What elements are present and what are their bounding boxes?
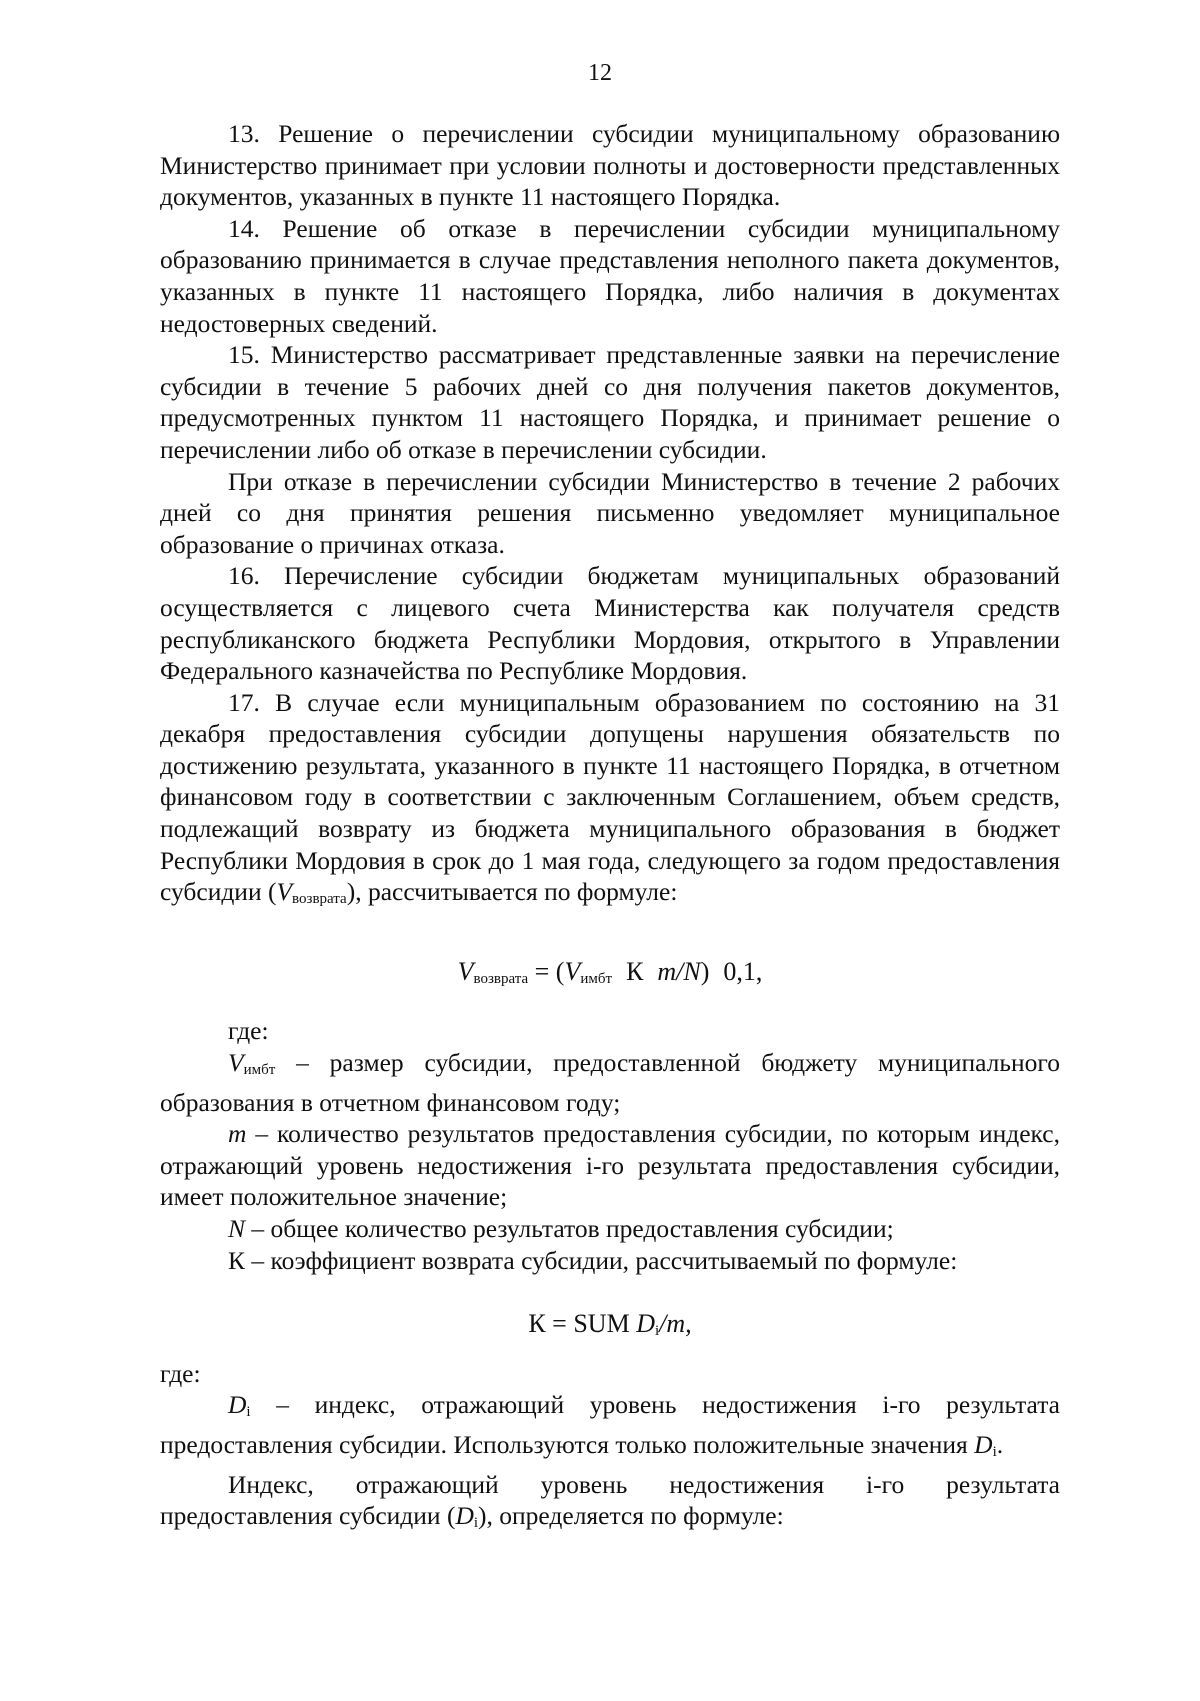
paragraph-13: 13. Решение о перечислении субсидии муниципальному образованию Министерство принимает при условии полноты и достоверности представленных документов, указанных в пункте 11 настоящего Порядка.: [160, 119, 1060, 212]
definition-d: $D_i$ – индекс, отражающий уровень недостижения i-го результата предоставления субсидии. Используются только положительные значения $D_i$.: [160, 1390, 1060, 1460]
definition-v-imbt: $V_{имбт}$ – размер субсидии, предоставленной бюджету муниципального образования в отчетном финансовом году;: [160, 1048, 1060, 1117]
paragraph-14: 14. Решение об отказе в перечислении субсидии муниципальному образованию принимается в случае представления неполного пакета документов, указанных в пункте 11 настоящего Порядка, либо наличия в документах недостоверных сведений.: [160, 213, 1060, 338]
definition-m: m – количество результатов предоставления субсидии, по которым индекс, отражающий уровень недостижения i-го результата предоставления субсидии, имеет положительное значение;: [160, 1119, 1060, 1212]
paragraph-17: 17. В случае если муниципальным образованием по состоянию на 31 декабря предоставления субсидии допущены нарушения обязательств по достижению результата, указанного в пункте 11 настоящего Порядка, в отчетном финансовом году в соответствии с заключенным Соглашением, объем средств, подлежащий возврату из бюджета муниципального образования в бюджет Республики Мордовия в срок до 1 мая года, следующего за годом предоставления субсидии $(V_{возврата})$, рассчитывается по формуле:: [160, 687, 1060, 908]
formula-coefficient-k: К = SUM $D_i/m$,: [528, 1309, 692, 1340]
paragraph-index-definition: Индекс, отражающий уровень недостижения i-го результата предоставления субсидии $(D_i)$, определяется по формуле:: [160, 1469, 1060, 1532]
document-body: [160, 118, 1060, 1540]
where-label-2: где:: [160, 1358, 201, 1388]
paragraph-16: 16. Перечисление субсидии бюджетам муниципальных образований осуществляется с лицевого счета Министерства как получателя средств республиканского бюджета Республики Мордовия, открытого в Управлении Федерального казначейства по Республике Мордовия.: [160, 561, 1060, 686]
paragraph-15-refusal: При отказе в перечислении субсидии Министерство в течение 2 рабочих дней со дня принятия решения письменно уведомляет муниципальное образование о причинах отказа.: [160, 466, 1060, 559]
definition-n: N – общее количество результатов предоставления субсидии;: [228, 1214, 894, 1243]
page-number: 12: [588, 60, 612, 86]
formula-return-volume: $V_{возврата} = (V_{имбт}$ К m/N) 0,1,: [457, 956, 763, 987]
where-label-1: где:: [228, 1016, 269, 1046]
paragraph-15: 15. Министерство рассматривает представленные заявки на перечисление субсидии в течение 5 рабочих дней со дня получения пакетов документов, предусмотренных пунктом 11 настоящего Порядка, и принимает решение о перечислении либо об отказе в перечислении субсидии.: [160, 340, 1060, 464]
definition-k: К – коэффициент возврата субсидии, рассчитываемый по формуле:: [228, 1245, 958, 1275]
